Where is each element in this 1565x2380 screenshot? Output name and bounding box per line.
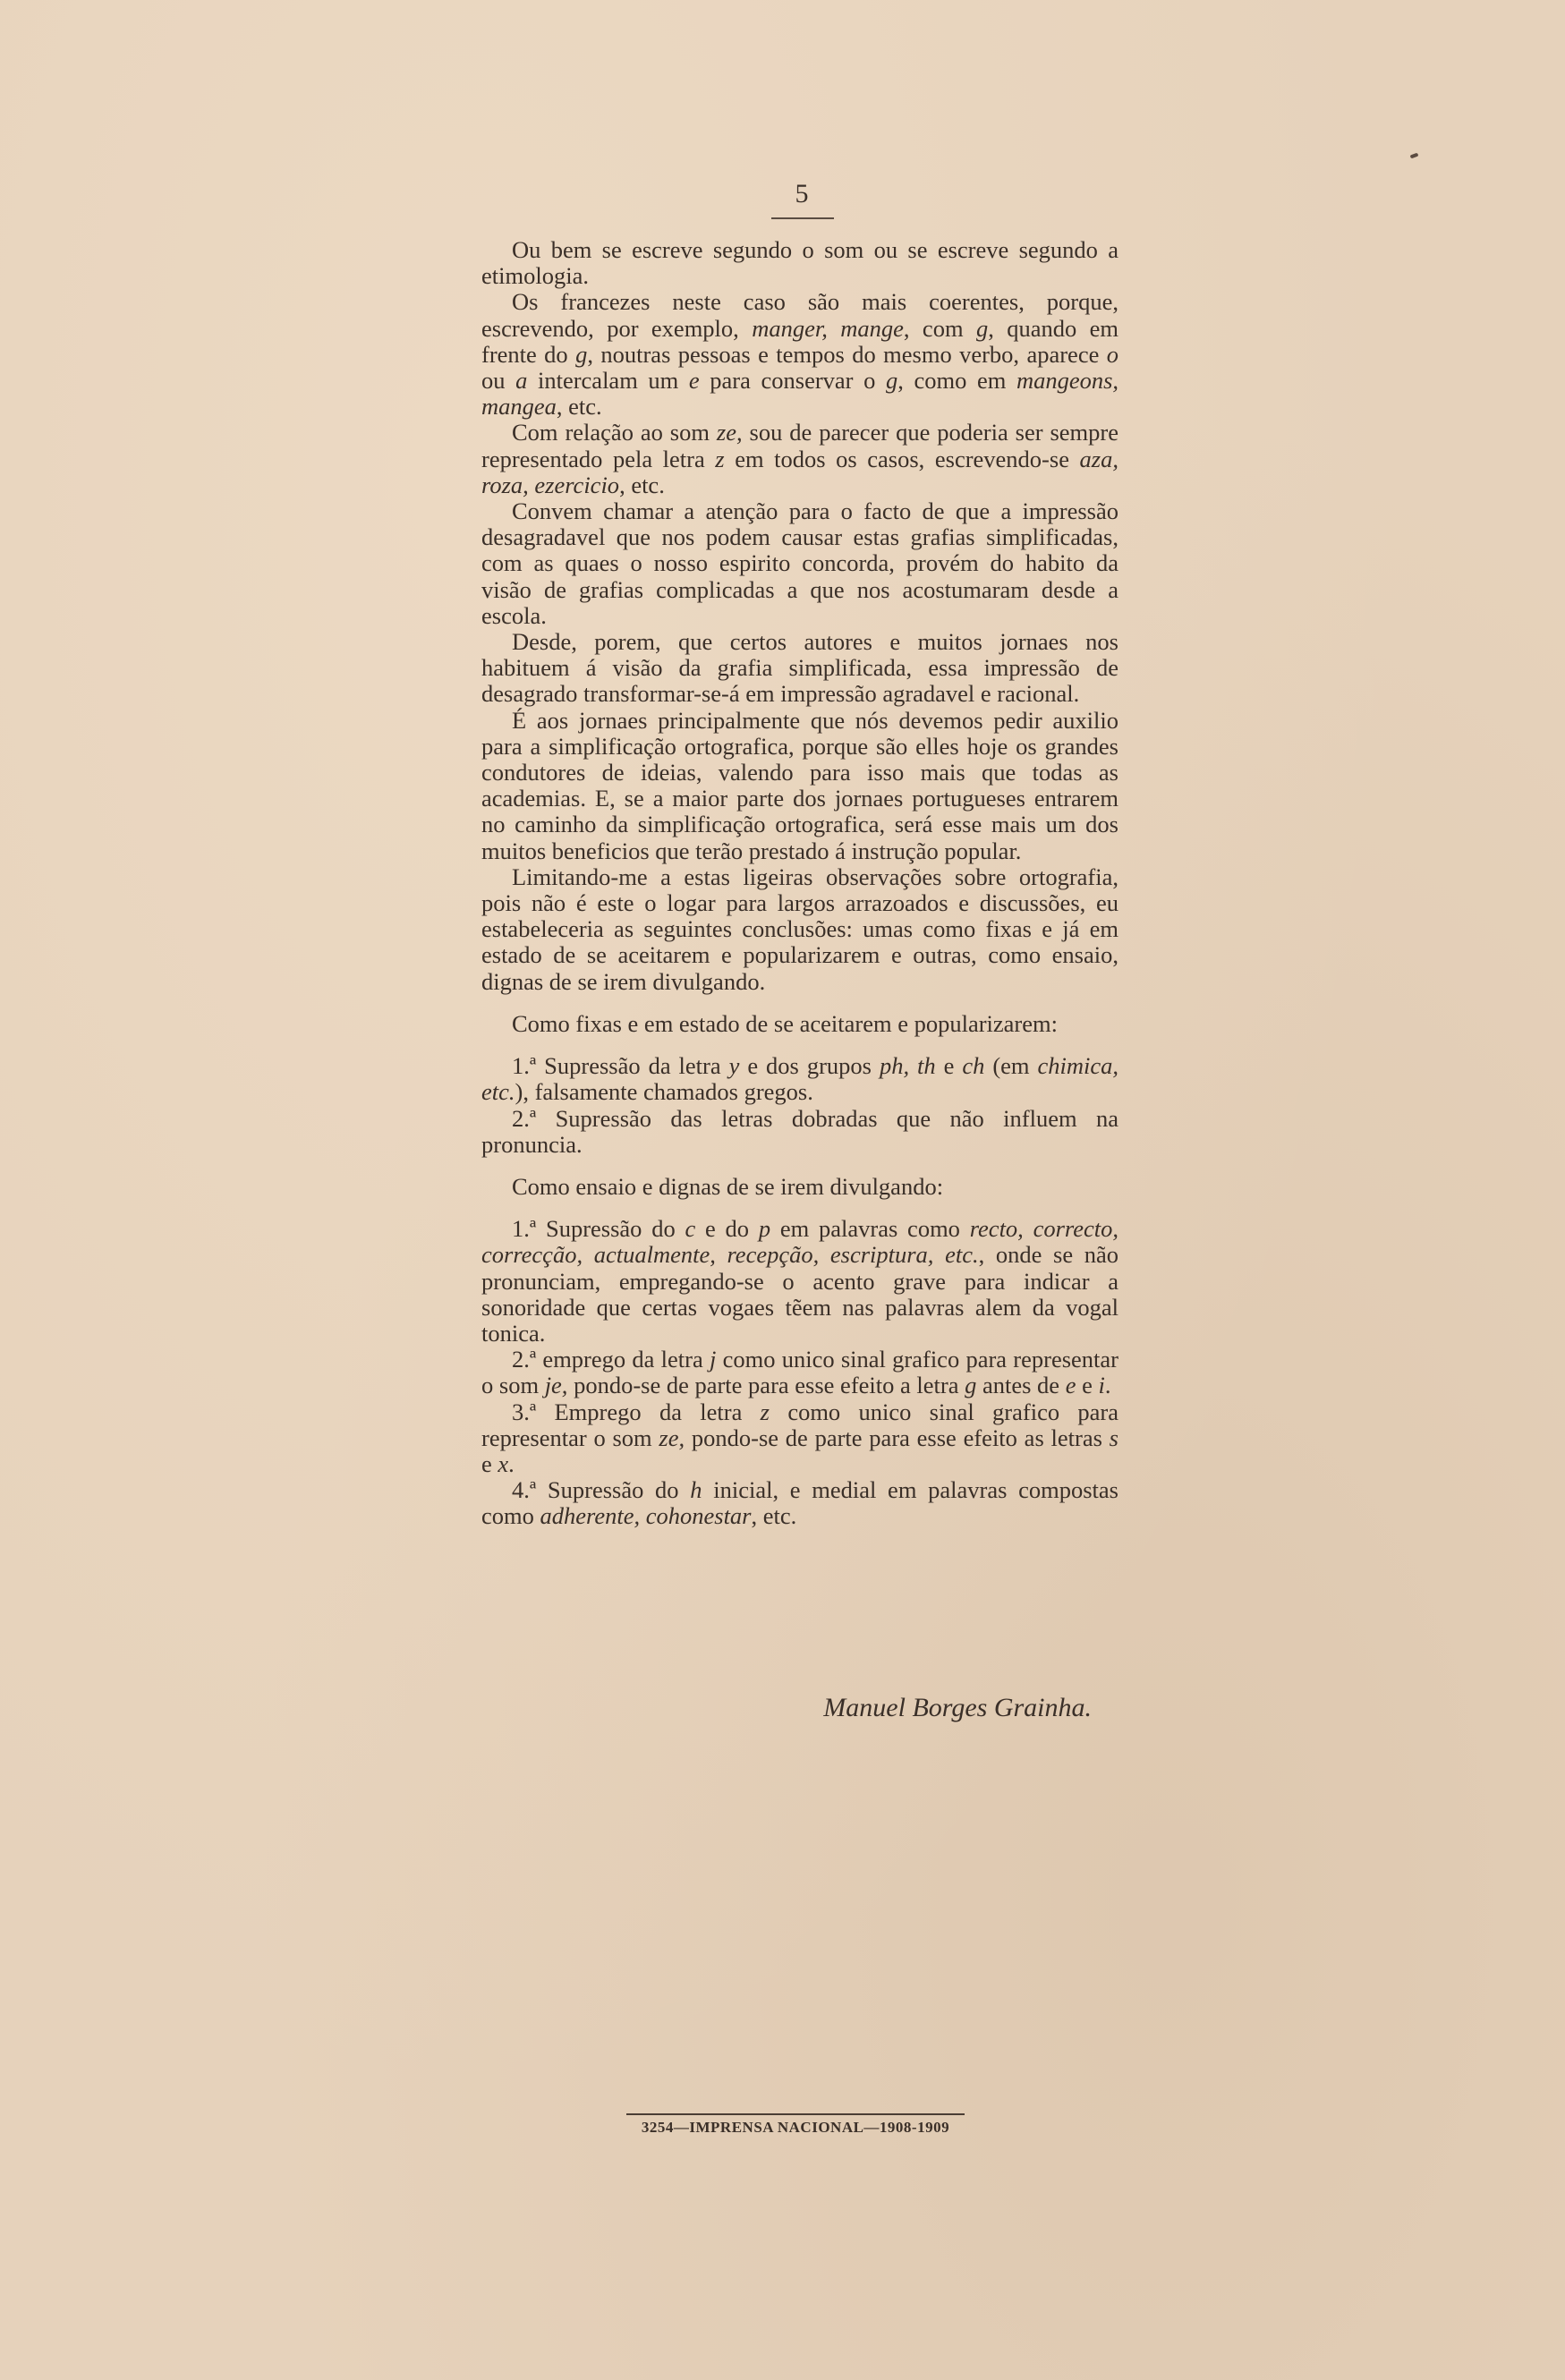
printer-imprint: 3254—IMPRENSA NACIONAL—1908-1909	[641, 2119, 950, 2136]
paragraph: Desde, porem, que certos autores e muitos jornaes nos habituem á visão da grafia simplificada, essa impressão de desagrado transformar-se-á em impressão agradavel e racional.	[481, 628, 1118, 708]
paragraph: É aos jornaes principalmente que nós devemos pedir auxilio para a simplificação ortografica, porque são elles hoje os grandes condutores de ideias, valendo para isso mais que todas as academias. E, se a maior parte dos jornaes portugueses entrarem no caminho da simplificação ortografica, será esse mais um dos muitos beneficios que terão prestado á instrução popular.	[481, 706, 1118, 864]
paragraph: Convem chamar a atenção para o facto de que a impressão desagradavel que nos podem causar estas grafias simplificadas, com as quaes o nosso espirito concorda, provém do habito da visão de grafias complicadas a que nos acostumaram desde a escola.	[481, 497, 1118, 629]
author-signature: Manuel Borges Grainha.	[823, 1693, 1092, 1722]
list-item: 2.ª emprego da letra j como unico sinal grafico para representar o som je, pondo-se de parte para esse efeito a letra g antes de e e i.	[481, 1346, 1118, 1399]
paragraph: Com relação ao som ze, sou de parecer que poderia ser sempre representado pela letra z em todos os casos, escrevendo-se aza, roza, ezercicio, etc.	[481, 419, 1118, 498]
paragraph: Os francezes neste caso são mais coerentes, porque, escrevendo, por exemplo, manger, mange, com g, quando em frente do g, noutras pessoas e tempos do mesmo verbo, aparece o ou a intercalam um e para conservar o g, como em mangeons, mangea, etc.	[481, 288, 1119, 421]
fixed-conclusions-list	[481, 1053, 1118, 1158]
footer-rule	[626, 2113, 965, 2115]
list-item: 1.ª Supressão da letra y e dos grupos ph, th e ch (em chimica, etc.), falsamente chamados gregos.	[481, 1052, 1119, 1106]
page-number-rule	[771, 217, 834, 219]
paragraph: Ou bem se escreve segundo o som ou se escreve segundo a etimologia.	[481, 236, 1118, 290]
paper-speck	[1410, 153, 1419, 159]
paragraph: Como fixas e em estado de se aceitarem e popularizarem:	[512, 1009, 1058, 1037]
page-number: 5	[795, 179, 809, 208]
paragraph: Como ensaio e dignas de se irem divulgando:	[512, 1172, 944, 1200]
body-text	[481, 237, 1118, 1530]
trial-conclusions-list	[481, 1216, 1118, 1529]
list-item: 2.ª Supressão das letras dobradas que não influem na pronuncia.	[481, 1104, 1118, 1158]
paragraph: Limitando-me a estas ligeiras observações sobre ortografia, pois não é este o logar para largos arrazoados e discussões, eu estabeleceria as seguintes conclusões: umas como fixas e já em estado de se aceitarem e popularizarem e outras, como ensaio, dignas de se irem divulgando.	[481, 863, 1118, 995]
list-item: 4.ª Supressão do h inicial, e medial em palavras compostas como adherente, cohonestar, etc.	[481, 1476, 1118, 1530]
list-item: 1.ª Supressão do c e do p em palavras como recto, correcto, correcção, actualmente, recepção, escriptura, etc., onde se não pronunciam, empregando-se o acento grave para indicar a sonoridade que certas vogaes tẽem nas palavras alem da vogal tonica.	[481, 1215, 1118, 1347]
list-item: 3.ª Emprego da letra z como unico sinal grafico para representar o som ze, pondo-se de parte para esse efeito as letras s e x.	[481, 1398, 1118, 1477]
